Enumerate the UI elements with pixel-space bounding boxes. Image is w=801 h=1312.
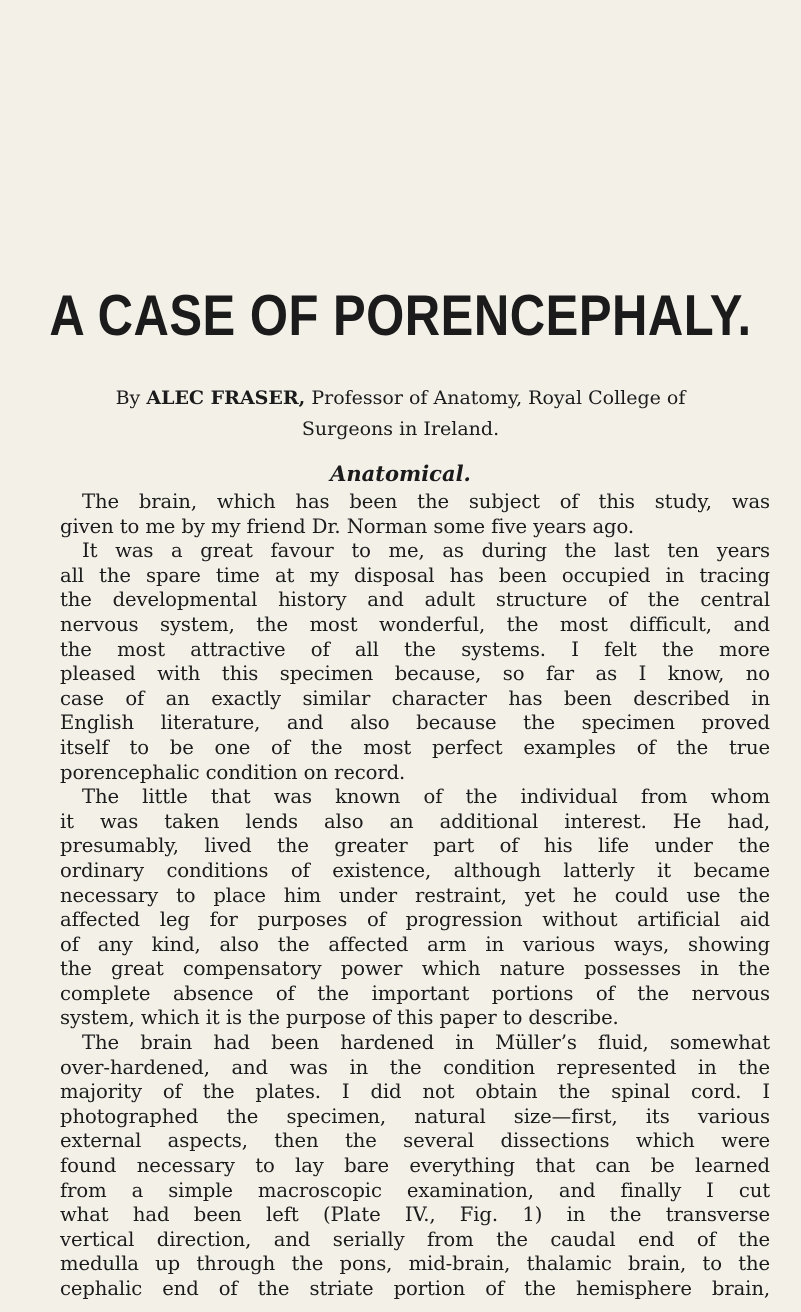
- text-line: it was taken lends also an additional interest. He had,: [60, 809, 770, 833]
- text-line: of any kind, also the affected arm in various ways, showing: [60, 932, 770, 956]
- text-line: itself to be one of the most perfect examples of the true: [60, 735, 770, 759]
- text-line: given to me by my friend Dr. Norman some five years ago.: [60, 514, 634, 538]
- text-line: system, which it is the purpose of this paper to describe.: [60, 1006, 619, 1030]
- text-line: case of an exactly similar character has been described in: [60, 686, 770, 710]
- text-line: the developmental history and adult structure of the central: [60, 588, 770, 612]
- text-line: medulla up through the pons, mid-brain, thalamic brain, to the: [60, 1252, 770, 1276]
- author-name: ALEC FRASER,: [146, 387, 306, 409]
- text-line: presumably, lived the greater part of his life under the: [60, 834, 770, 858]
- author-affiliation-line1: Professor of Anatomy, Royal College of: [311, 387, 686, 409]
- text-line: photographed the specimen, natural size—first, its various: [60, 1104, 770, 1128]
- text-line: cephalic end of the striate portion of the hemisphere brain,: [60, 1277, 770, 1300]
- text-line: The little that was known of the individual from whom: [82, 785, 770, 809]
- text-line: affected leg for purposes of progression without artificial aid: [60, 908, 770, 932]
- text-line: the great compensatory power which nature possesses in the: [60, 957, 770, 981]
- text-line: from a simple macroscopic examination, and finally I cut: [60, 1178, 770, 1202]
- article-title: A CASE OF PORENCEPHALY.: [49, 284, 752, 348]
- text-line: over-hardened, and was in the condition represented in the: [60, 1055, 770, 1079]
- byline-prefix: By: [115, 387, 141, 409]
- text-line: The brain, which has been the subject of this study, was: [82, 490, 770, 513]
- text-line: ordinary conditions of existence, although latterly it became: [60, 858, 770, 882]
- text-line: nervous system, the most wonderful, the most difficult, and: [60, 612, 770, 636]
- text-line: what had been left (Plate IV., Fig. 1) in the transverse: [60, 1203, 770, 1227]
- text-line: all the spare time at my disposal has been occupied in tracing: [60, 563, 770, 587]
- body-text: [60, 490, 770, 1302]
- text-line: found necessary to lay bare everything that can be learned: [60, 1154, 770, 1178]
- text-line: necessary to place him under restraint, yet he could use the: [60, 883, 770, 907]
- text-line: porencephalic condition on record.: [60, 760, 406, 784]
- text-line: the most attractive of all the systems. I felt the more: [60, 637, 770, 661]
- text-line: external aspects, then the several dissections which were: [60, 1129, 770, 1153]
- author-affiliation-line2: Surgeons in Ireland.: [301, 418, 500, 440]
- text-line: pleased with this specimen because, so far as I know, no: [60, 662, 770, 686]
- text-line: English literature, and also because the specimen proved: [60, 711, 770, 735]
- byline: [0, 383, 801, 445]
- text-line: majority of the plates. I did not obtain the spinal cord. I: [60, 1080, 770, 1104]
- section-heading: Anatomical.: [330, 461, 471, 486]
- text-line: complete absence of the important portions of the nervous: [60, 981, 770, 1005]
- text-line: It was a great favour to me, as during the last ten years: [82, 539, 770, 563]
- text-line: The brain had been hardened in Müller’s fluid, somewhat: [82, 1031, 770, 1055]
- text-line: vertical direction, and serially from the caudal end of the: [60, 1227, 770, 1251]
